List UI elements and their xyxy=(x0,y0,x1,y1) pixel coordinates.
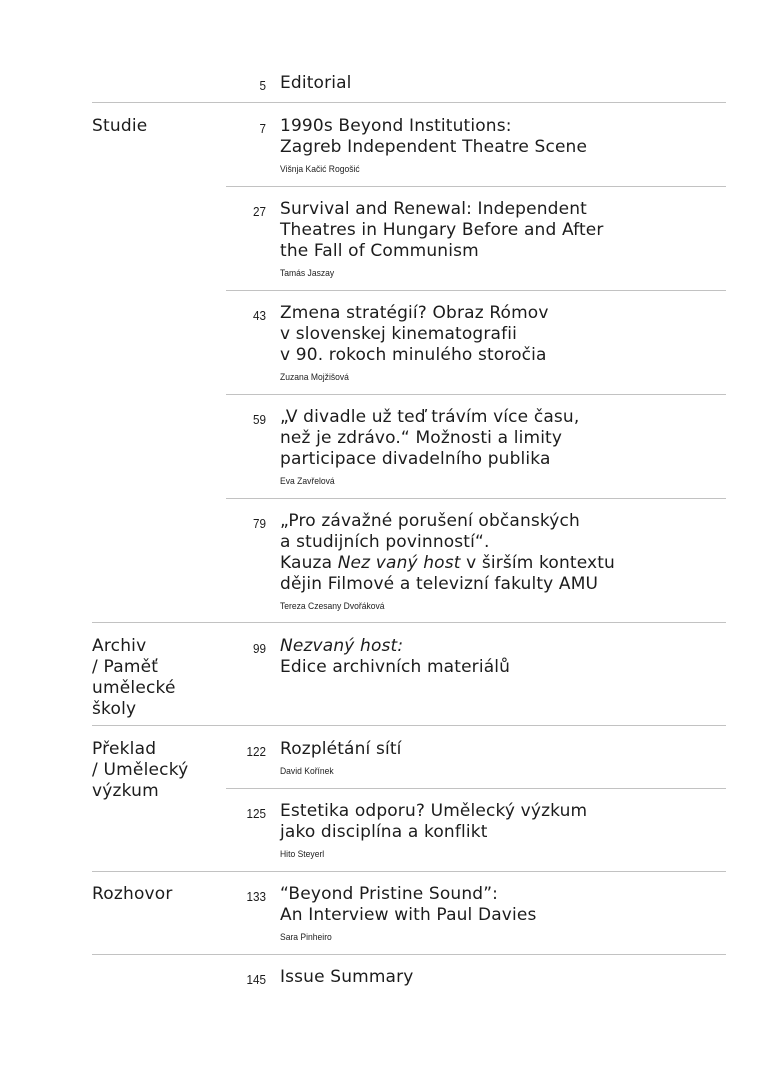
page-number: 99 xyxy=(252,641,266,656)
page-number: 7 xyxy=(259,121,266,136)
entry-author: Hito Steyerl xyxy=(280,849,325,860)
entry-author: Sara Pinheiro xyxy=(280,932,332,943)
section-label-line: školy xyxy=(92,699,137,719)
divider xyxy=(92,622,726,623)
title-line: Survival and Renewal: Independent xyxy=(280,199,587,219)
title-line: Theatres in Hungary Before and After xyxy=(280,220,604,240)
section-label-line: Rozhovor xyxy=(92,884,173,904)
entry-title xyxy=(280,407,760,470)
section-label-line: výzkum xyxy=(92,781,159,801)
section-label-archiv xyxy=(92,636,176,720)
page-number: 79 xyxy=(252,516,266,531)
entry-title xyxy=(280,636,760,678)
entry-title xyxy=(280,801,760,843)
title-text: Kauza xyxy=(280,553,338,573)
entry-title xyxy=(280,967,760,988)
section-label-rozhovor xyxy=(92,884,173,905)
title-line: jako disciplína a konflikt xyxy=(280,822,488,842)
section-label-line: Studie xyxy=(92,116,148,136)
title-line: participace divadelního publika xyxy=(280,449,551,469)
title-line: Rozplétání sítí xyxy=(280,739,402,759)
page-number: 133 xyxy=(246,889,266,904)
entry-title xyxy=(280,739,760,760)
entry-title xyxy=(280,199,760,262)
section-label-line: Překlad xyxy=(92,739,157,759)
title-line: „V divadle už teď trávím více času, xyxy=(280,407,580,427)
entry-author: Tamás Jaszay xyxy=(280,268,335,279)
title-line: „Pro závažné porušení občanských xyxy=(280,511,580,531)
page-number: 43 xyxy=(252,308,266,323)
page-number: 5 xyxy=(259,78,266,93)
entry-author: Zuzana Mojžišová xyxy=(280,372,349,383)
divider xyxy=(92,871,726,872)
entry-author: David Kořínek xyxy=(280,766,334,777)
title-line: dějin Filmové a televizní fakulty AMU xyxy=(280,574,599,594)
title-line: the Fall of Communism xyxy=(280,241,479,261)
divider xyxy=(226,186,726,187)
title-italic-line: Nezvaný host: xyxy=(280,636,404,656)
page-number: 125 xyxy=(246,806,266,821)
title-line: Edice archivních materiálů xyxy=(280,657,511,677)
title-line xyxy=(280,553,760,574)
divider xyxy=(92,102,726,103)
divider xyxy=(226,290,726,291)
title-line: Issue Summary xyxy=(280,967,414,987)
section-label-line: umělecké xyxy=(92,678,176,698)
page-number: 59 xyxy=(252,412,266,427)
title-line: Zmena stratégií? Obraz Rómov xyxy=(280,303,549,323)
page-number: 145 xyxy=(246,972,266,987)
entry-title xyxy=(280,73,760,94)
entry-author: Eva Zavřelová xyxy=(280,476,335,487)
entry-title xyxy=(280,303,760,366)
entry-author: Tereza Czesany Dvořáková xyxy=(280,601,385,612)
title-italic-text: Nez vaný host xyxy=(337,553,461,573)
title-line: než je zdrávo.“ Možnosti a limity xyxy=(280,428,563,448)
title-line: a studijních povinností“. xyxy=(280,532,490,552)
title-line: “Beyond Pristine Sound”: xyxy=(280,884,499,904)
title-line: Zagreb Independent Theatre Scene xyxy=(280,137,588,157)
section-label-line: Archiv xyxy=(92,636,147,656)
title-line: v 90. rokoch minulého storočia xyxy=(280,345,547,365)
entry-title xyxy=(280,884,760,926)
title-line: Estetika odporu? Umělecký výzkum xyxy=(280,801,588,821)
section-label-studie xyxy=(92,116,147,137)
divider xyxy=(92,954,726,955)
page-number: 122 xyxy=(246,744,266,759)
title-line: An Interview with Paul Davies xyxy=(280,905,537,925)
divider xyxy=(226,498,726,499)
entry-title xyxy=(280,511,760,595)
section-label-line: / Umělecký xyxy=(92,760,189,780)
entry-author: Višnja Kačić Rogošić xyxy=(280,164,360,175)
title-line: 1990s Beyond Institutions: xyxy=(280,116,512,136)
entry-title xyxy=(280,116,760,158)
title-text: v širším kontextu xyxy=(460,553,615,573)
title-line: v slovenskej kinematografii xyxy=(280,324,517,344)
page-number: 27 xyxy=(252,204,266,219)
divider xyxy=(226,788,726,789)
divider xyxy=(226,394,726,395)
section-label-preklad xyxy=(92,739,188,802)
section-label-line: / Paměť xyxy=(92,657,159,677)
divider xyxy=(92,725,726,726)
title-line: Editorial xyxy=(280,73,352,93)
